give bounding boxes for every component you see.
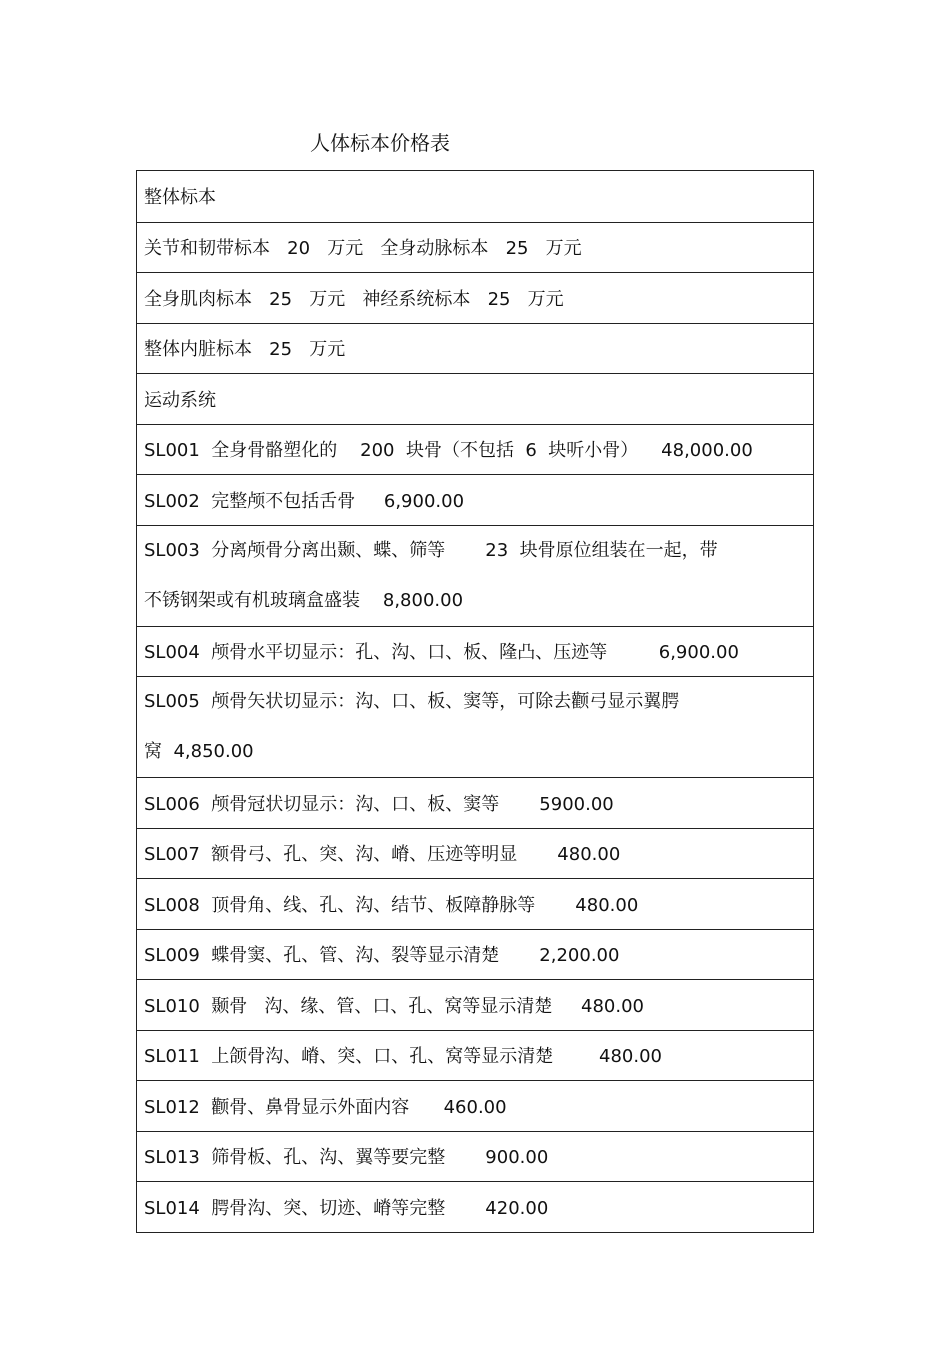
table-cell: SL010 颞骨 沟、缘、管、口、孔、窝等显示清楚 480.00: [144, 995, 645, 1017]
table-row: [137, 929, 813, 980]
table-cell-line: 不锈钢架或有机玻璃盒盛装 8,800.00: [144, 589, 464, 611]
table-row: [137, 272, 813, 323]
table-cell: SL014 腭骨沟、突、切迹、嵴等完整 420.00: [144, 1197, 549, 1219]
table-row: [137, 323, 813, 374]
table-cell-line: SL003 分离颅骨分离出颞、蝶、筛等 23 块骨原位组装在一起，带: [144, 539, 718, 561]
table-cell: SL004 颅骨水平切显示：孔、沟、口、板、隆凸、压迹等 6,900.00: [144, 642, 739, 664]
table-cell: 运动系统: [144, 389, 216, 411]
table-cell: SL007 额骨弓、孔、突、沟、嵴、压迹等明显 480.00: [144, 844, 621, 866]
table-cell: SL011 上颌骨沟、嵴、突、口、孔、窝等显示清楚 480.00: [144, 1046, 663, 1068]
page-title: 人体标本价格表: [310, 131, 450, 155]
table-cell: 整体内脏标本 25 万元: [144, 339, 346, 361]
table-cell-line: 窝 4,850.00: [144, 741, 254, 762]
table-cell: SL008 顶骨角、线、孔、沟、结节、板障静脉等 480.00: [144, 894, 639, 916]
table-row: [137, 1030, 813, 1081]
table-row: [137, 1131, 813, 1182]
table-cell: 整体标本: [144, 187, 216, 209]
table-row: [137, 626, 813, 677]
table-cell-line: SL005 颅骨矢状切显示：沟、口、板、窦等，可除去颧弓显示翼腭: [144, 691, 680, 712]
table-row: [137, 373, 813, 424]
table-cell: 关节和韧带标本 20 万元 全身动脉标本 25 万元: [144, 238, 582, 260]
table-row: [137, 676, 813, 777]
table-row: [137, 171, 813, 222]
table-row: [137, 1080, 813, 1131]
table-row: [137, 828, 813, 879]
table-row: [137, 777, 813, 828]
table-row: [137, 1181, 813, 1232]
price-table: [136, 170, 814, 1233]
table-row: [137, 474, 813, 525]
table-cell: SL009 蝶骨窦、孔、管、沟、裂等显示清楚 2,200.00: [144, 945, 620, 967]
table-cell: SL002 完整颅不包括舌骨 6,900.00: [144, 490, 465, 512]
table-cell: SL001 全身骨骼塑化的 200 块骨（不包括 6 块听小骨） 48,000.00: [144, 440, 753, 462]
table-cell: 全身肌肉标本 25 万元 神经系统标本 25 万元: [144, 288, 564, 310]
table-row: [137, 878, 813, 929]
table-cell: SL013 筛骨板、孔、沟、翼等要完整 900.00: [144, 1147, 549, 1169]
table-row: [137, 979, 813, 1030]
table-row: [137, 424, 813, 475]
table-row: [137, 525, 813, 626]
table-cell: SL006 颅骨冠状切显示：沟、口、板、窦等 5900.00: [144, 793, 614, 815]
table-cell: SL012 颧骨、鼻骨显示外面内容 460.00: [144, 1096, 507, 1118]
table-row: [137, 222, 813, 273]
